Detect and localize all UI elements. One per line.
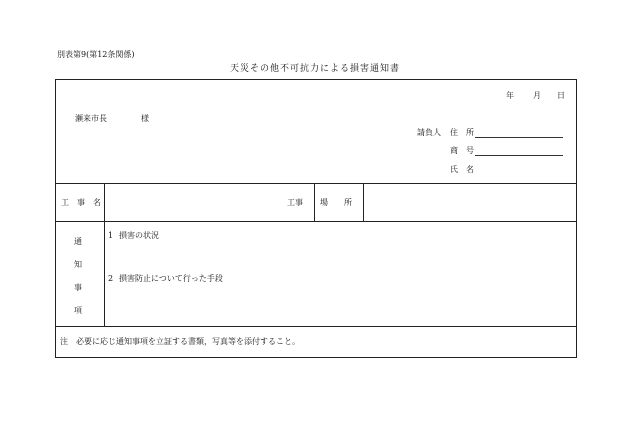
label-column-divider	[104, 183, 105, 327]
work-suffix: 工事	[287, 198, 303, 207]
form-frame	[55, 79, 577, 358]
document-title: 天災その他不可抗力による損害通知書	[229, 64, 400, 74]
notice-label-char: 通	[74, 237, 82, 246]
notice-item-text: 損害の状況	[119, 231, 159, 240]
notice-label-char: 事	[74, 283, 82, 292]
date-day: 日	[557, 91, 565, 100]
trade-name-label: 商 号	[450, 146, 474, 155]
notice-label-char: 知	[74, 260, 82, 269]
footer-note: 注 必要に応じ通知事項を立証する書類，写真等を添付すること。	[60, 337, 300, 346]
work-row-divider	[55, 221, 576, 222]
notice-item-text: 損害防止について行った手段	[119, 274, 223, 283]
address-label: 住 所	[450, 128, 474, 137]
name-label: 氏 名	[450, 165, 474, 174]
location-label: 場 所	[320, 198, 352, 207]
addressee-name: 瀬来市長	[75, 114, 107, 123]
address-underline	[475, 137, 563, 138]
date-year: 年	[506, 91, 514, 100]
notice-item-number: 2	[108, 274, 114, 283]
contractor-label: 請負人	[417, 128, 441, 137]
location-right-divider	[363, 183, 364, 221]
notice-row-divider	[55, 326, 576, 327]
form-number: 別表第9(第12条関係)	[57, 50, 135, 59]
work-name-label: 工 事 名	[61, 198, 101, 207]
header-divider	[55, 183, 576, 184]
trade-name-underline	[475, 155, 563, 156]
notice-item-number: 1	[108, 231, 114, 240]
date-month: 月	[533, 91, 541, 100]
location-left-divider	[314, 183, 315, 221]
notice-label-char: 項	[74, 306, 82, 315]
addressee-honorific: 様	[141, 114, 149, 123]
